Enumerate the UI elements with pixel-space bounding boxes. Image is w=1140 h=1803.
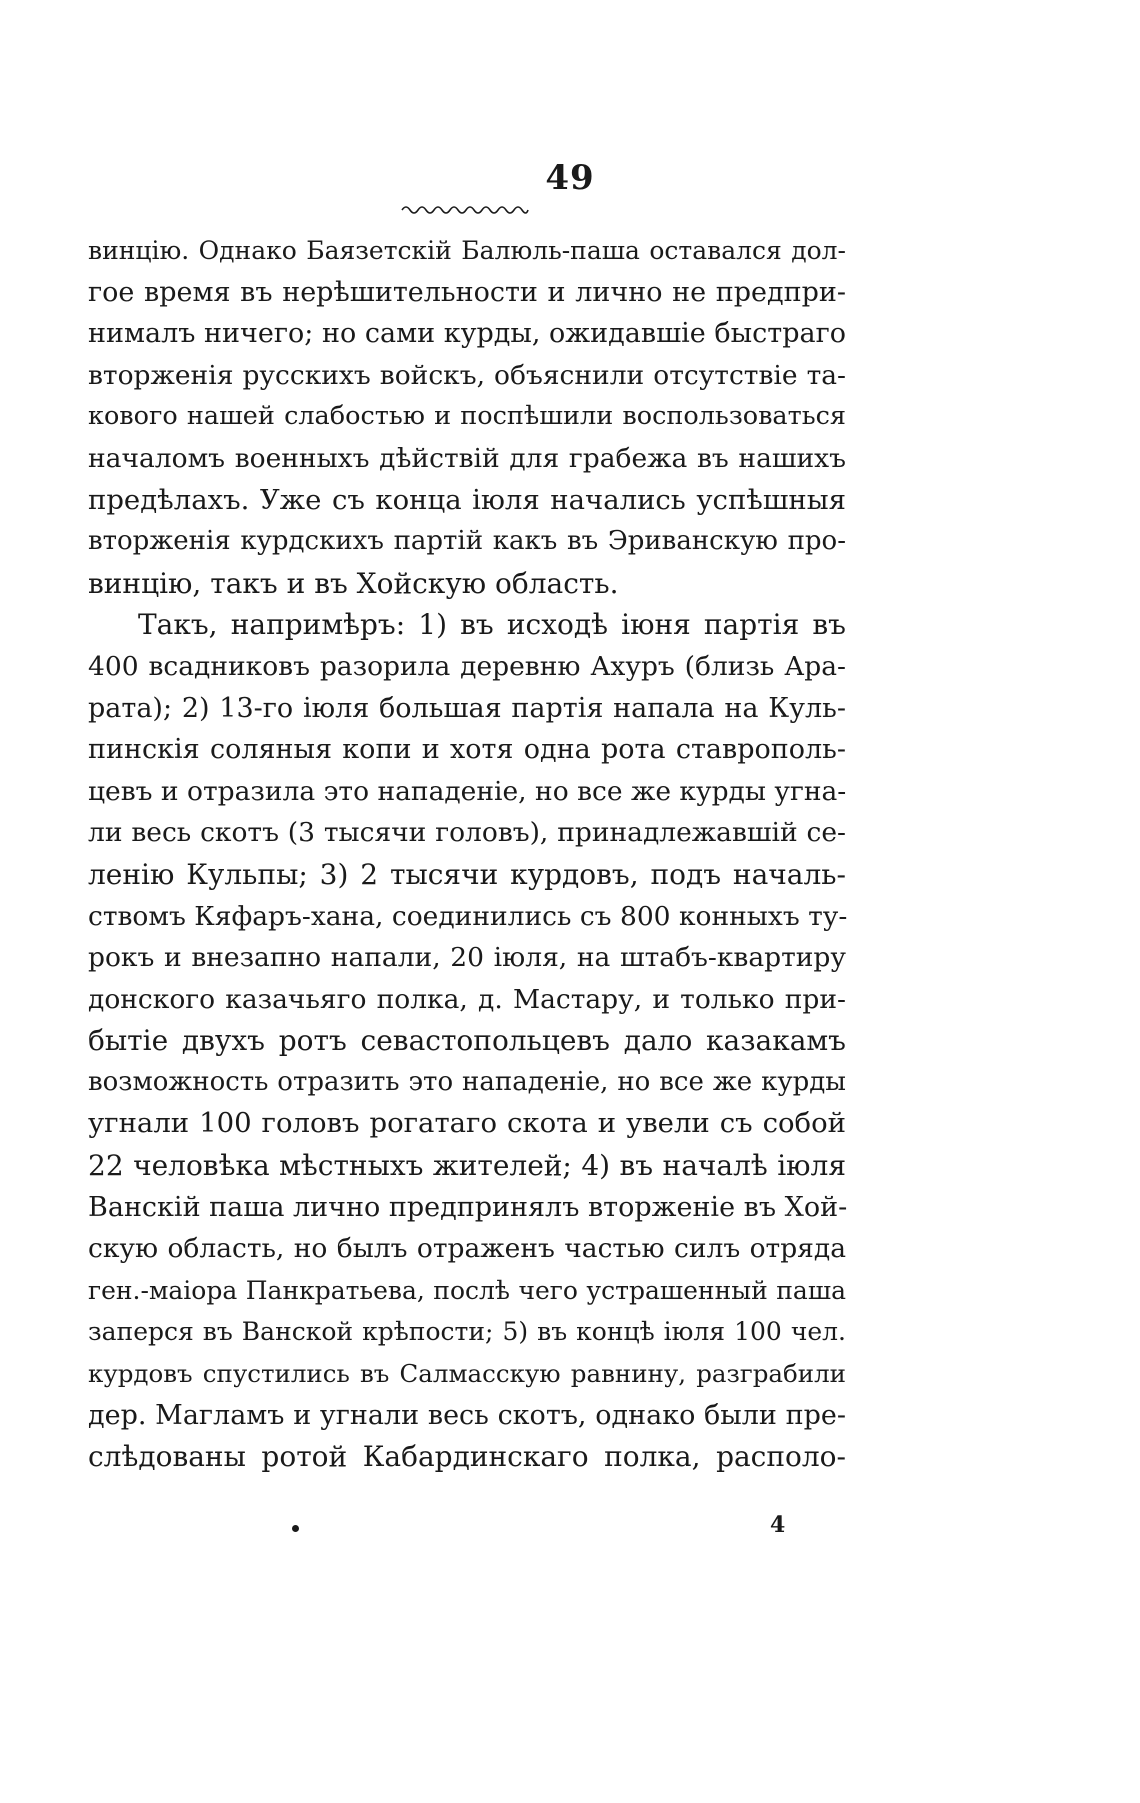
text-line: заперся въ Ванской крѣпости; 5) въ концѣ іюля 100 чел. — [88, 1317, 846, 1347]
text-line: дер. Магламъ и угнали весь скотъ, однако были пре- — [88, 1399, 846, 1431]
text-line: скую область, но былъ отраженъ частью силъ отряда — [88, 1233, 846, 1265]
print-dot-mark — [292, 1525, 299, 1532]
text-line: началомъ военныхъ дѣйствій для грабежа въ нашихъ — [88, 442, 846, 474]
text-line: вторженія курдскихъ партій какъ въ Эриванскую про- — [88, 526, 846, 557]
text-line: предѣлахъ. Уже съ конца іюля начались успѣшныя — [88, 483, 846, 516]
text-line: винцію, такъ и въ Хойскую область. — [88, 566, 619, 600]
text-line: 400 всадниковъ разорила деревню Ахуръ (близь Ара- — [88, 650, 846, 682]
text-line: ли весь скотъ (3 тысячи головъ), принадлежавшій се- — [88, 817, 846, 849]
text-line: 22 человѣка мѣстныхъ жителей; 4) въ началѣ іюля — [88, 1149, 846, 1183]
text-line: угнали 100 головъ рогатаго скота и увели съ собой — [88, 1107, 846, 1140]
text-line: рокъ и внезапно напали, 20 іюля, на штабъ-квартиру — [88, 942, 846, 974]
text-line: возможность отразить это нападеніе, но все же курды — [88, 1066, 846, 1097]
paragraph-start-line: Такъ, напримѣръ: 1) въ исходѣ іюня партія въ — [138, 608, 846, 642]
printer-signature-mark: 4 — [770, 1512, 786, 1538]
text-line: бытіе двухъ ротъ севастопольцевъ дало казакамъ — [88, 1024, 846, 1058]
body-text — [88, 230, 846, 1478]
text-line: слѣдованы ротой Кабардинскаго полка, располо- — [88, 1440, 846, 1474]
text-line: пинскія соляныя копи и хотя одна рота ставрополь- — [88, 734, 846, 766]
page-number: 49 — [545, 158, 595, 198]
text-line: гое время въ нерѣшительности и лично не предпри- — [88, 276, 846, 308]
text-line: Ванскій паша лично предпринялъ вторженіе въ Хой- — [88, 1191, 848, 1223]
text-line: курдовъ спустились въ Салмасскую равнину, разграбили — [88, 1359, 846, 1389]
text-line: кового нашей слабостью и поспѣшили воспользоваться — [88, 401, 846, 432]
text-line: вторженія русскихъ войскъ, объяснили отсутствіе та- — [88, 359, 846, 391]
text-line: донского казачьяго полка, д. Мастару, и только при- — [88, 983, 846, 1015]
wavy-ornament-divider — [400, 202, 530, 216]
text-line: ленію Кульпы; 3) 2 тысячи курдовъ, подъ началь- — [88, 857, 846, 891]
text-line: ген.-маіора Панкратьева, послѣ чего устрашенный паша — [88, 1275, 846, 1305]
text-line: цевъ и отразила это нападеніе, но все же курды угна- — [88, 775, 847, 807]
text-line: рата); 2) 13-го іюля большая партія напала на Куль- — [88, 692, 846, 724]
text-line: нималъ ничего; но сами курды, ожидавшіе быстраго — [88, 318, 846, 350]
text-line: винцію. Однако Баязетскій Балюль-паша оставался дол- — [88, 236, 846, 265]
text-line: ствомъ Кяфаръ-хана, соединились съ 800 конныхъ ту- — [88, 900, 848, 932]
